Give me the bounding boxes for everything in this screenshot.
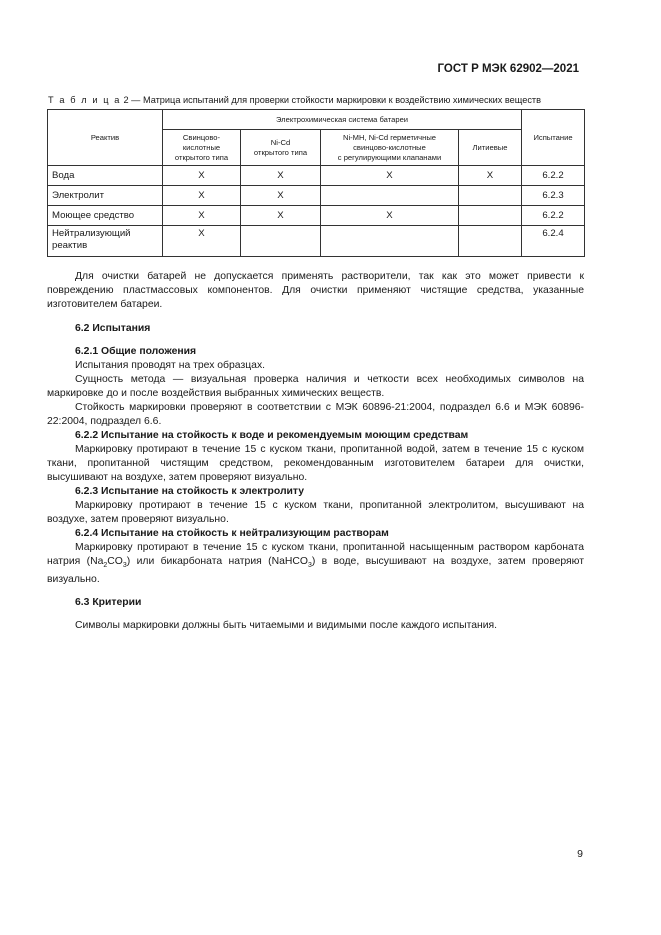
paragraph-6-2-1-a: Испытания проводят на трех образцах. bbox=[75, 360, 266, 371]
page-number: 9 bbox=[577, 848, 583, 860]
mark-cell bbox=[241, 226, 321, 257]
mark-cell: X bbox=[321, 206, 459, 226]
paragraph-6-2-4: Маркировку протирают в течение 15 с куском ткани, пропитанной насыщенным раствором карбоната натрия $(Na_2CO_3)$ или бикарбоната натрия (NaHCO$_3$) в воде, высушивают на воздухе, затем проверяют визуально. bbox=[47, 542, 584, 586]
mark-cell: X bbox=[163, 186, 241, 206]
table-row bbox=[48, 226, 585, 257]
heading-6-2: 6.2 Испытания bbox=[75, 323, 151, 334]
paragraph-6-2-2: Маркировку протирают в течение 15 с куском ткани, пропитанной водой, затем в течение 15 с куском ткани, пропитанной чистящим средством, рекомендованным изготовителем батареи для очистки, высушивают на воздухе, затем проверяют визуально. bbox=[47, 444, 584, 483]
header-lithium: Литиевые bbox=[459, 130, 522, 166]
table-row bbox=[48, 206, 585, 226]
test-ref-cell: 6.2.2 bbox=[522, 206, 585, 226]
header-ni-mh: Ni-MH, Ni-Cd герметичные свинцово-кислотные с регулирующими клапанами bbox=[321, 130, 459, 166]
document-code: ГОСТ Р МЭК 62902—2021 bbox=[437, 63, 579, 75]
mark-cell bbox=[321, 226, 459, 257]
heading-6-2-1: 6.2.1 Общие положения bbox=[75, 346, 197, 357]
header-battery-system: Электрохимическая система батареи bbox=[163, 110, 522, 130]
mark-cell: X bbox=[163, 226, 241, 257]
reagent-cell: Нейтрализующий реактив bbox=[48, 226, 163, 257]
header-lead-acid: Свинцово- кислотные открытого типа bbox=[163, 130, 241, 166]
test-ref-cell: 6.2.2 bbox=[522, 166, 585, 186]
header-ni-cd: Ni-Cd открытого типа bbox=[241, 130, 321, 166]
paragraph-6-3: Символы маркировки должны быть читаемыми и видимыми после каждого испытания. bbox=[75, 620, 498, 632]
mark-cell bbox=[459, 226, 522, 257]
test-ref-cell: 6.2.3 bbox=[522, 186, 585, 206]
mark-cell bbox=[459, 186, 522, 206]
table-caption bbox=[48, 95, 541, 105]
reagent-cell: Моющее средство bbox=[48, 206, 163, 226]
test-ref-cell: 6.2.4 bbox=[522, 226, 585, 257]
test-matrix-table bbox=[47, 109, 585, 257]
heading-6-2-2: 6.2.2 Испытание на стойкость к воде и рекомендуемым моющим средствам bbox=[75, 430, 469, 441]
caption-number: 2 — bbox=[120, 95, 143, 105]
mark-cell: X bbox=[241, 166, 321, 186]
mark-cell bbox=[321, 186, 459, 206]
mark-cell bbox=[459, 206, 522, 226]
caption-text: Матрица испытаний для проверки стойкости маркировки к воздействию химических веществ bbox=[142, 95, 542, 105]
section-6-2 bbox=[47, 322, 584, 633]
mark-cell: X bbox=[241, 206, 321, 226]
table-row bbox=[48, 186, 585, 206]
heading-6-2-4: 6.2.4 Испытание на стойкость к нейтрализующим растворам bbox=[75, 528, 389, 539]
reagent-cell: Электролит bbox=[48, 186, 163, 206]
mark-cell: X bbox=[321, 166, 459, 186]
paragraph-cleaning: Для очистки батарей не допускается применять растворители, так как это может привести к повреждению пластмассовых компонентов. Для очистки применяют чистящие средства, указанные изготовителем батареи. bbox=[47, 271, 584, 310]
paragraph-6-2-1-b: Сущность метода — визуальная проверка наличия и четкости всех необходимых символов на маркировке до и после воздействия выбранных химических веществ. bbox=[47, 374, 584, 399]
caption-prefix: Т а б л и ц а bbox=[48, 95, 121, 105]
header-reagent: Реактив bbox=[48, 110, 163, 166]
mark-cell: X bbox=[163, 206, 241, 226]
heading-6-2-3: 6.2.3 Испытание на стойкость к электролиту bbox=[75, 486, 305, 497]
header-test: Испытание bbox=[522, 110, 585, 166]
paragraph-6-2-1-c: Стойкость маркировки проверяют в соответствии с МЭК 60896-21:2004, подраздел 6.6 и МЭК 60896-22:2004, подраздел 6.6. bbox=[47, 402, 584, 427]
mark-cell: X bbox=[241, 186, 321, 206]
paragraph-6-2-3: Маркировку протирают в течение 15 с куском ткани, пропитанной электролитом, высушивают на воздухе, затем проверяют визуально. bbox=[47, 500, 584, 525]
body-text-1 bbox=[47, 270, 584, 312]
reagent-cell: Вода bbox=[48, 166, 163, 186]
mark-cell: X bbox=[459, 166, 522, 186]
heading-6-3: 6.3 Критерии bbox=[75, 597, 142, 609]
table-row bbox=[48, 166, 585, 186]
mark-cell: X bbox=[163, 166, 241, 186]
